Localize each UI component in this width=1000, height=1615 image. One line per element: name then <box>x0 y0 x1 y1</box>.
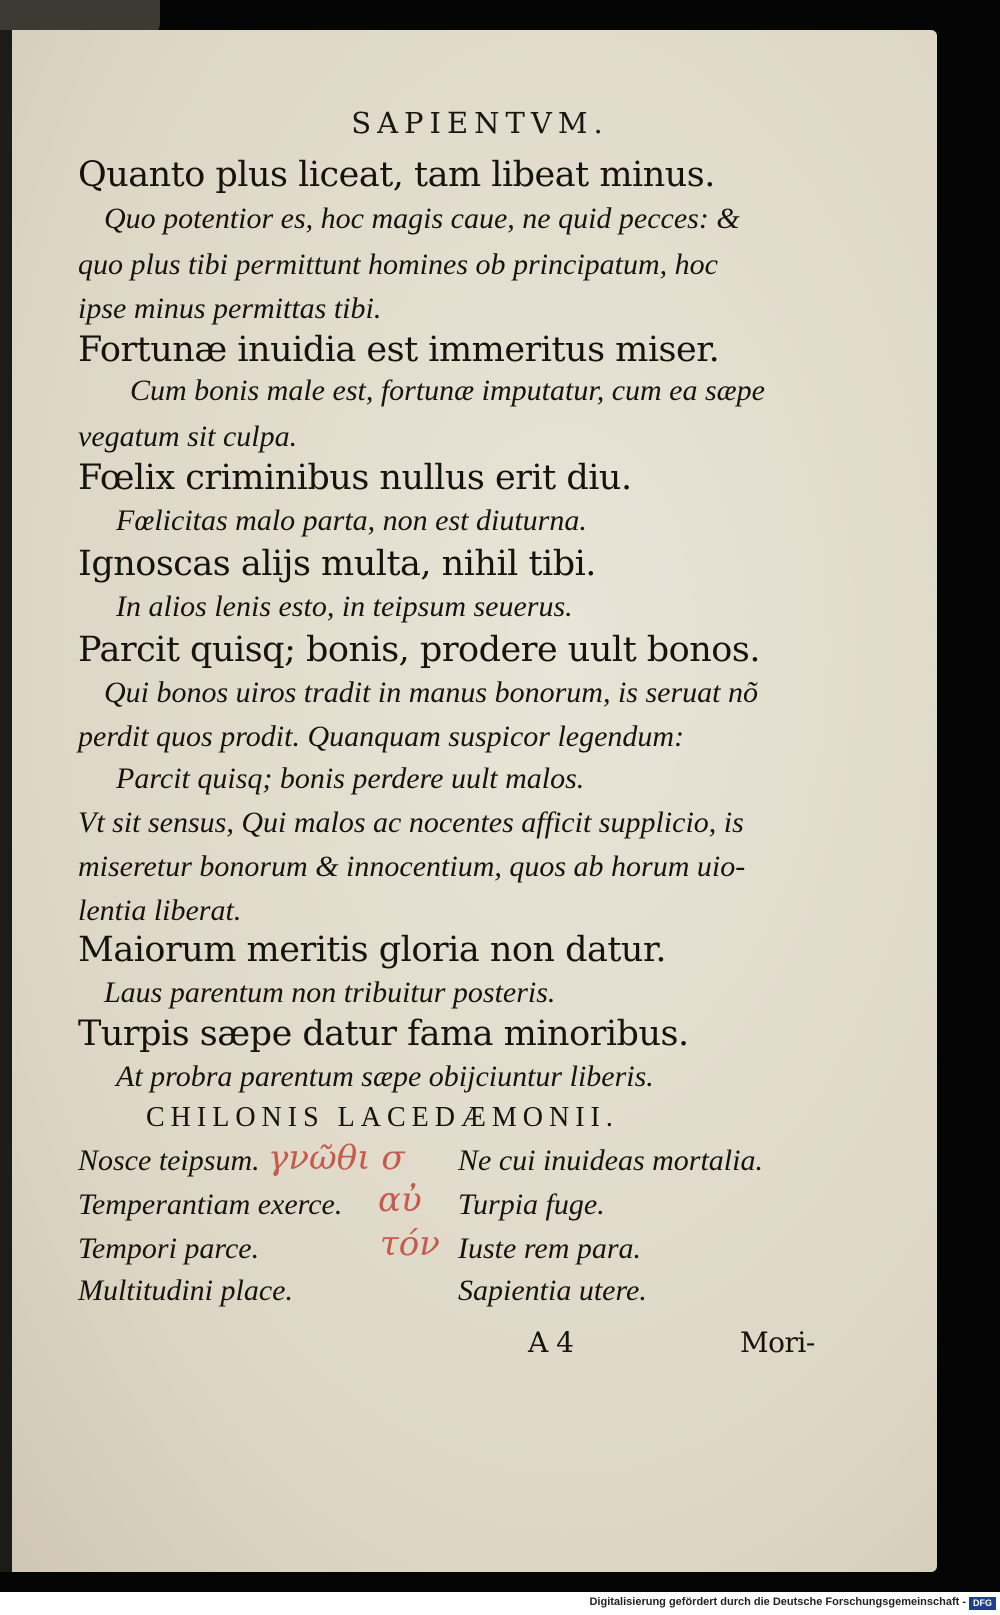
book-edge <box>0 0 160 34</box>
commentary: Qui bonos uiros tradit in manus bonorum, is seruat nõ <box>104 676 758 709</box>
sentence: Fœlix criminibus nullus erit diu. <box>78 458 632 498</box>
commentary: vegatum sit culpa. <box>78 420 298 453</box>
commentary: ipse minus permittas tibi. <box>78 292 382 325</box>
maxim: Multitudini place. <box>78 1274 293 1307</box>
commentary: Fœlicitas malo parta, non est diuturna. <box>116 504 587 537</box>
commentary: Parcit quisq; bonis perdere uult malos. <box>116 762 585 795</box>
sentence: Quanto plus liceat, tam libeat minus. <box>78 155 715 195</box>
commentary: quo plus tibi permittunt homines ob principatum, hoc <box>78 248 718 281</box>
sentence: Parcit quisq; bonis, prodere uult bonos. <box>78 630 760 670</box>
commentary: Vt sit sensus, Qui malos ac nocentes afficit supplicio, is <box>78 806 744 839</box>
commentary: Quo potentior es, hoc magis caue, ne quid pecces: & <box>104 202 740 235</box>
commentary: lentia liberat. <box>78 894 242 927</box>
running-head: SAPIENTVM. <box>351 106 609 140</box>
section-heading: CHILONIS LACEDÆMONII. <box>146 1102 619 1133</box>
commentary: In alios lenis esto, in teipsum seuerus. <box>116 590 573 623</box>
commentary: miseretur bonorum & innocentium, quos ab horum uio- <box>78 850 746 883</box>
sentence: Fortunæ inuidia est immeritus miser. <box>78 330 720 370</box>
handwritten-annotation: γνῶθι σ <box>268 1138 405 1178</box>
sentence: Turpis sæpe datur fama minoribus. <box>78 1014 689 1054</box>
sentence: Maiorum meritis gloria non datur. <box>78 930 666 970</box>
commentary: perdit quos prodit. Quanquam suspicor legendum: <box>78 720 685 753</box>
sentence: Ignoscas alijs multa, nihil tibi. <box>78 544 596 584</box>
catchword: Mori- <box>740 1326 815 1359</box>
maxim: Iuste rem para. <box>458 1232 642 1265</box>
binding-shadow <box>0 30 12 1572</box>
signature-mark: A 4 <box>528 1326 574 1359</box>
maxim: Tempori parce. <box>78 1232 260 1265</box>
maxim: Ne cui inuideas mortalia. <box>458 1144 763 1177</box>
maxim: Turpia fuge. <box>458 1188 605 1221</box>
handwritten-annotation: τόν <box>380 1224 440 1264</box>
handwritten-annotation: αὐ <box>378 1180 422 1220</box>
commentary: At probra parentum sæpe obijciuntur liberis. <box>116 1060 654 1093</box>
commentary: Laus parentum non tribuitur posteris. <box>104 976 556 1009</box>
footer-credit: Digitalisierung gefördert durch die Deutsche Forschungsgemeinschaft - <box>589 1596 966 1608</box>
commentary: Cum bonis male est, fortunæ imputatur, cum ea sæpe <box>130 374 765 407</box>
maxim: Sapientia utere. <box>458 1274 647 1307</box>
maxim: Temperantiam exerce. <box>78 1188 343 1221</box>
maxim: Nosce teipsum. <box>78 1144 260 1177</box>
dfg-logo: DFG <box>969 1597 996 1610</box>
